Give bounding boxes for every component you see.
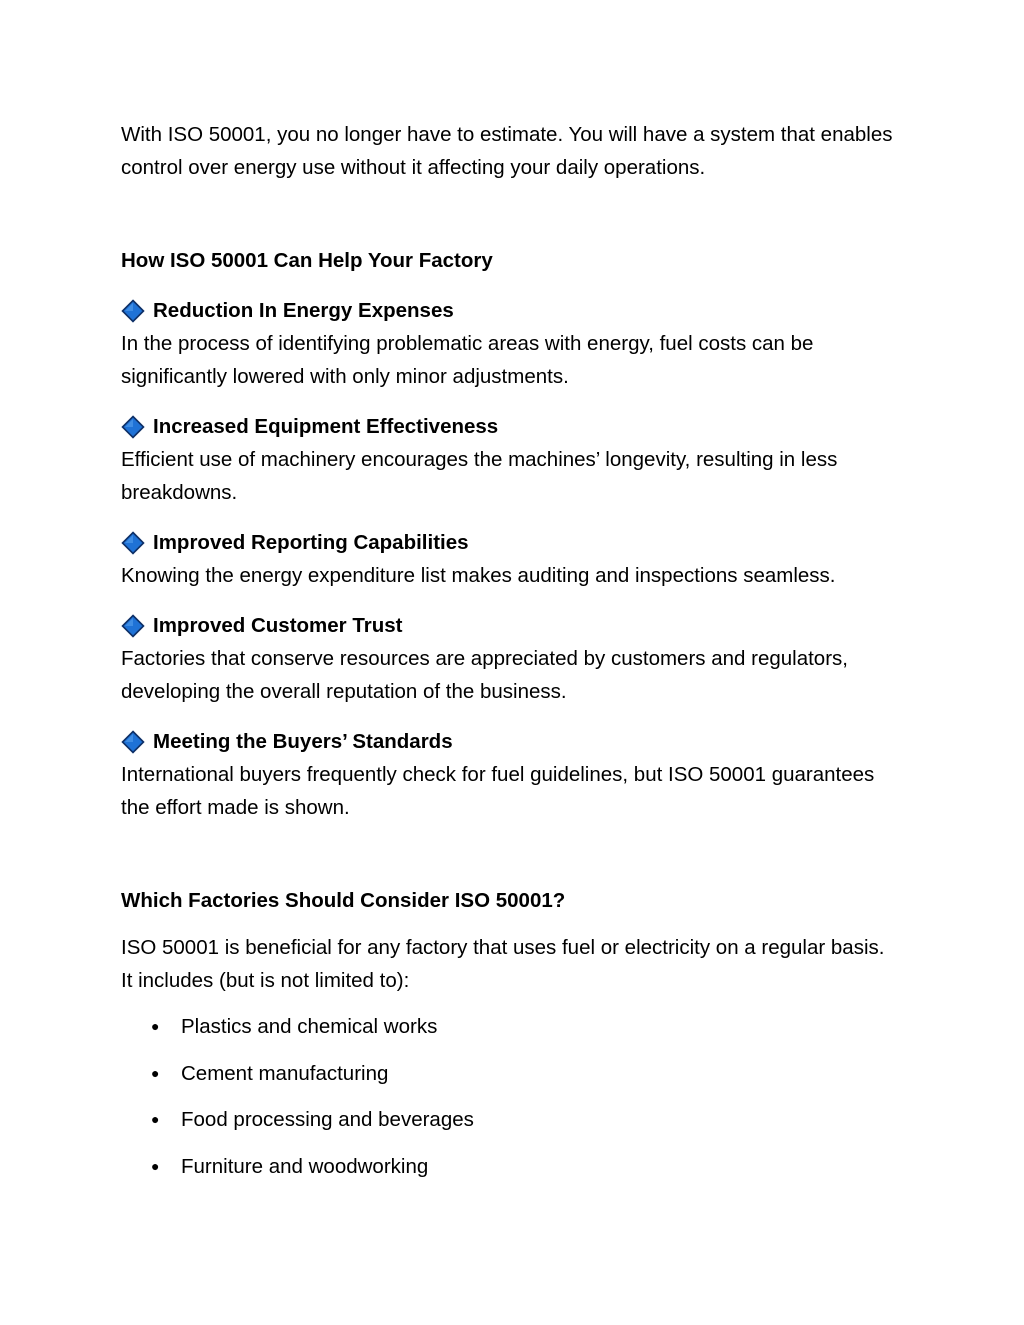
list-item: [121, 1150, 901, 1183]
benefit-item: [121, 294, 901, 393]
benefit-item: [121, 609, 901, 708]
list-item-label: Food processing and beverages: [181, 1108, 474, 1131]
benefit-item: [121, 410, 901, 509]
benefit-description: International buyers frequently check for fuel guidelines, but ISO 50001 guarantees the effort made is shown.: [121, 763, 875, 819]
factories-intro-paragraph: ISO 50001 is beneficial for any factory that uses fuel or electricity on a regular basis. It includes (but is not limited to):: [121, 936, 885, 992]
bullet-icon: ●: [151, 1018, 160, 1034]
benefit-item: [121, 725, 901, 824]
benefit-title: Reduction In Energy Expenses: [153, 299, 454, 322]
section-heading-factories: Which Factories Should Consider ISO 50001?: [121, 889, 566, 912]
bullet-icon: ●: [151, 1157, 160, 1174]
list-item: [121, 1057, 901, 1090]
list-item-label: Plastics and chemical works: [181, 1015, 438, 1038]
benefits-list: [121, 294, 901, 824]
benefit-title: Increased Equipment Effectiveness: [153, 415, 499, 438]
blue-diamond-icon: [121, 299, 145, 323]
benefit-title: Improved Customer Trust: [153, 614, 403, 637]
list-item: [121, 1103, 901, 1136]
document-page: [121, 118, 901, 1196]
bullet-icon: ●: [151, 1064, 160, 1081]
list-item: [121, 1010, 901, 1043]
bullet-icon: ●: [151, 1111, 160, 1127]
benefit-title: Meeting the Buyers’ Standards: [153, 730, 453, 753]
benefit-description: Knowing the energy expenditure list makes auditing and inspections seamless.: [121, 564, 836, 587]
list-item-label: Cement manufacturing: [181, 1061, 389, 1085]
intro-paragraph: With ISO 50001, you no longer have to estimate. You will have a system that enables control over energy use without it affecting your daily operations.: [121, 123, 893, 179]
benefit-description: Efficient use of machinery encourages the machines’ longevity, resulting in less breakdowns.: [121, 448, 838, 504]
section-heading-benefits: How ISO 50001 Can Help Your Factory: [121, 249, 493, 272]
blue-diamond-icon: [121, 614, 145, 638]
factory-type-list: [121, 1010, 901, 1183]
blue-diamond-icon: [121, 730, 145, 754]
list-item-label: Furniture and woodworking: [181, 1154, 429, 1178]
benefit-item: [121, 526, 901, 592]
blue-diamond-icon: [121, 415, 145, 439]
blue-diamond-icon: [121, 531, 145, 555]
benefit-title: Improved Reporting Capabilities: [153, 531, 469, 554]
benefit-description: Factories that conserve resources are appreciated by customers and regulators, developing the overall reputation of the business.: [121, 647, 848, 703]
benefit-description: In the process of identifying problematic areas with energy, fuel costs can be significantly lowered with only minor adjustments.: [121, 332, 814, 388]
